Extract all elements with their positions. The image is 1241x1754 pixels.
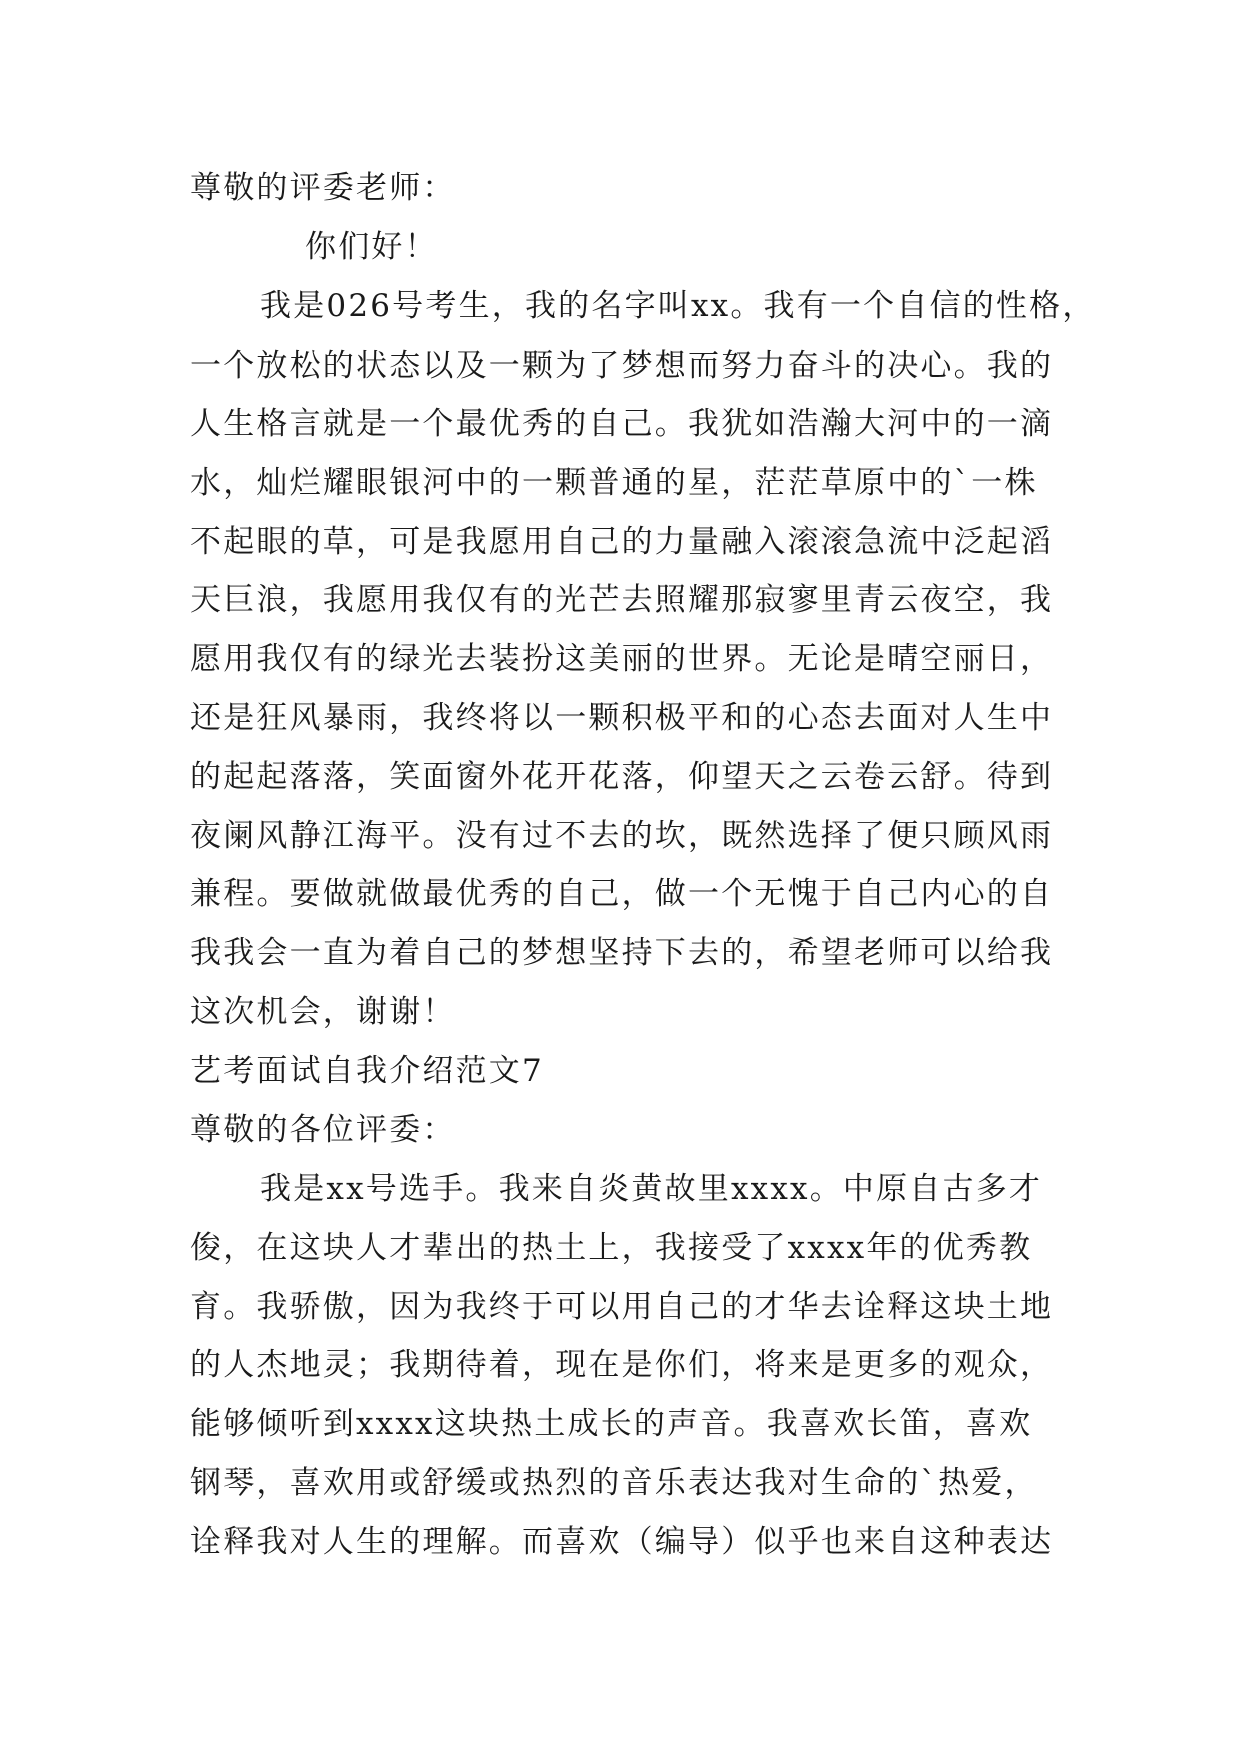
paragraph-2-line-3: 育。我骄傲，因为我终于可以用自己的才华去诠释这块土地 bbox=[190, 1289, 1054, 1325]
paragraph-2-line-7: 诠释我对人生的理解。而喜欢（编导）似乎也来自这种表达 bbox=[190, 1524, 1054, 1560]
section-heading: 艺考面试自我介绍范文7 bbox=[190, 1053, 544, 1089]
paragraph-2-line-2: 俊，在这块人才辈出的热土上，我接受了xxxx年的优秀教 bbox=[190, 1230, 1033, 1266]
paragraph-1-line-8: 还是狂风暴雨，我终将以一颗积极平和的心态去面对人生中 bbox=[190, 700, 1054, 736]
salutation-2: 尊敬的各位评委： bbox=[190, 1112, 456, 1148]
paragraph-1-line-10: 夜阑风静江海平。没有过不去的坎，既然选择了便只顾风雨 bbox=[190, 818, 1054, 854]
paragraph-1-line-7: 愿用我仅有的绿光去装扮这美丽的世界。无论是晴空丽日， bbox=[190, 641, 1054, 677]
paragraph-2-line-6: 钢琴，喜欢用或舒缓或热烈的音乐表达我对生命的`热爱， bbox=[190, 1465, 1038, 1501]
paragraph-1-line-12: 我我会一直为着自己的梦想坚持下去的，希望老师可以给我 bbox=[190, 935, 1054, 971]
paragraph-1-line-2: 一个放松的状态以及一颗为了梦想而努力奋斗的决心。我的 bbox=[190, 348, 1054, 384]
paragraph-1-line-13: 这次机会，谢谢！ bbox=[190, 994, 456, 1030]
paragraph-1-line-3: 人生格言就是一个最优秀的自己。我犹如浩瀚大河中的一滴 bbox=[190, 406, 1054, 442]
paragraph-1-line-1: 我是026号考生，我的名字叫xx。我有一个自信的性格， bbox=[260, 288, 1096, 324]
paragraph-1-line-9: 的起起落落，笑面窗外花开花落，仰望天之云卷云舒。待到 bbox=[190, 759, 1054, 795]
paragraph-1-line-5: 不起眼的草，可是我愿用自己的力量融入滚滚急流中泛起滔 bbox=[190, 524, 1054, 560]
paragraph-1-line-4: 水，灿烂耀眼银河中的一颗普通的星，茫茫草原中的`一株 bbox=[190, 465, 1038, 501]
paragraph-2-line-4: 的人杰地灵；我期待着，现在是你们，将来是更多的观众， bbox=[190, 1347, 1054, 1383]
paragraph-1-line-11: 兼程。要做就做最优秀的自己，做一个无愧于自己内心的自 bbox=[190, 876, 1054, 912]
salutation-1: 尊敬的评委老师： bbox=[190, 170, 456, 206]
greeting: 你们好！ bbox=[305, 229, 438, 265]
paragraph-2-line-5: 能够倾听到xxxx这块热土成长的声音。我喜欢长笛，喜欢 bbox=[190, 1406, 1033, 1442]
paragraph-2-line-1: 我是xx号选手。我来自炎黄故里xxxx。中原自古多才 bbox=[260, 1171, 1043, 1207]
paragraph-1-line-6: 天巨浪，我愿用我仅有的光芒去照耀那寂寥里青云夜空，我 bbox=[190, 582, 1054, 618]
